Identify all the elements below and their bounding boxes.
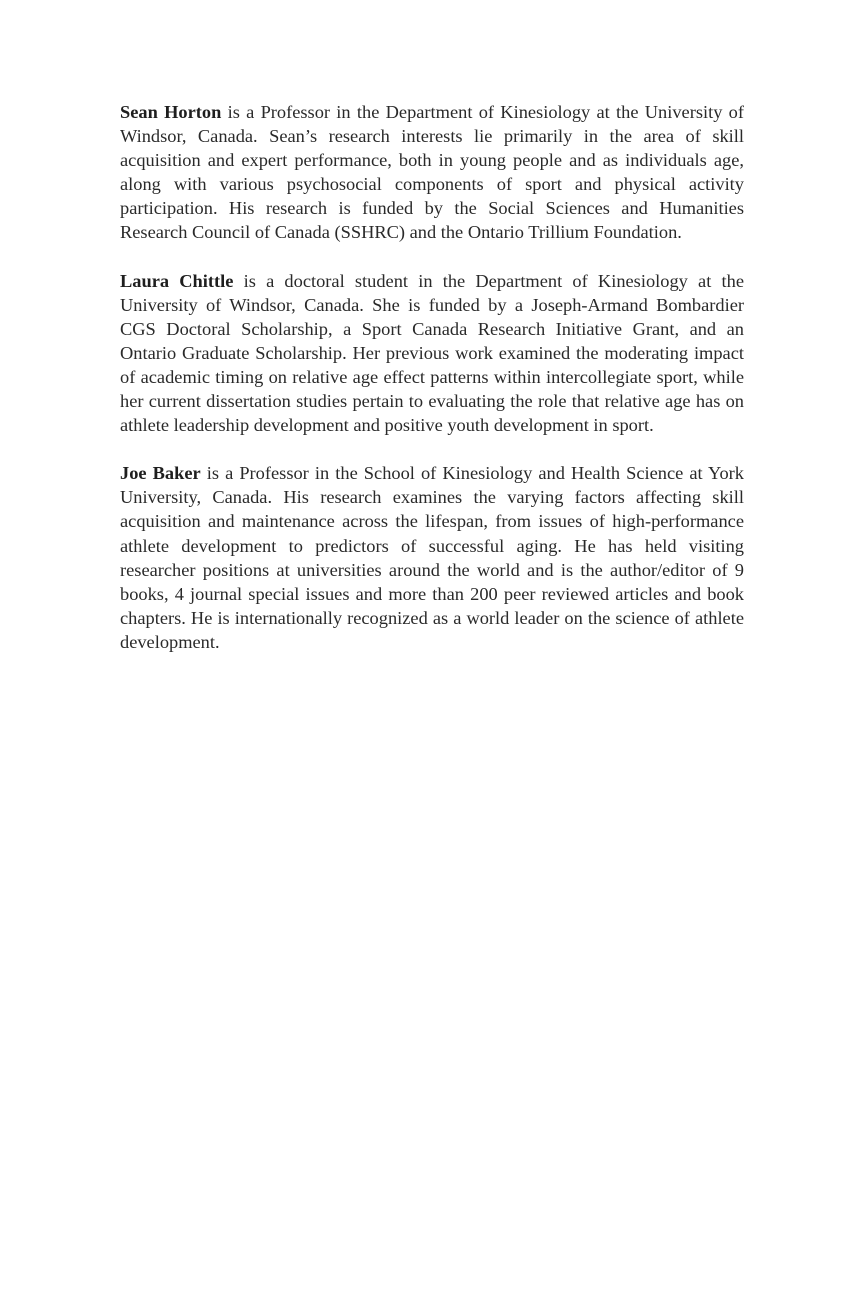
author-name: Joe Baker bbox=[120, 463, 201, 484]
author-name: Laura Chittle bbox=[120, 270, 234, 291]
author-name: Sean Horton bbox=[120, 102, 222, 122]
author-bios-page bbox=[120, 100, 744, 678]
author-bio-text: is a Professor in the School of Kinesiology and Health Science at York University, Canada. His research examines the varying factors affecting skill acquisition and maintenance across the lifespan, from issues of high-performance athlete development to predictors of successful aging. He has held visiting researcher positions at universities around the world and is the author/editor of 9 books, 4 journal special issues and more than 200 peer reviewed articles and book chapters. He is internationally recognized as a world leader on the science of athlete development. bbox=[120, 463, 744, 652]
author-bio-text: is a Professor in the Department of Kinesiology at the University of Windsor, Canada. Sean’s research interests lie primarily in the area of skill acquisition and expert performance, both in young people and as individuals age, along with various psychosocial components of sport and physical activity participation. His research is funded by the Social Sciences and Humanities Research Council of Canada (SSHRC) and the Ontario Trillium Foundation. bbox=[120, 102, 745, 243]
author-bio-text: is a doctoral student in the Department of Kinesiology at the University of Windsor, Canada. She is funded by a Joseph-Armand Bombardier CGS Doctoral Scholarship, a Sport Canada Research Initiative Grant, and an Ontario Graduate Scholarship. Her previous work examined the moderating impact of academic timing on relative age effect patterns within intercollegiate sport, while her current dissertation studies pertain to evaluating the role that relative age has on athlete leadership development and positive youth development in sport. bbox=[120, 270, 744, 436]
author-bio-laura-chittle bbox=[120, 269, 744, 438]
author-bio-sean-horton bbox=[120, 100, 744, 245]
author-bio-joe-baker bbox=[120, 461, 744, 654]
